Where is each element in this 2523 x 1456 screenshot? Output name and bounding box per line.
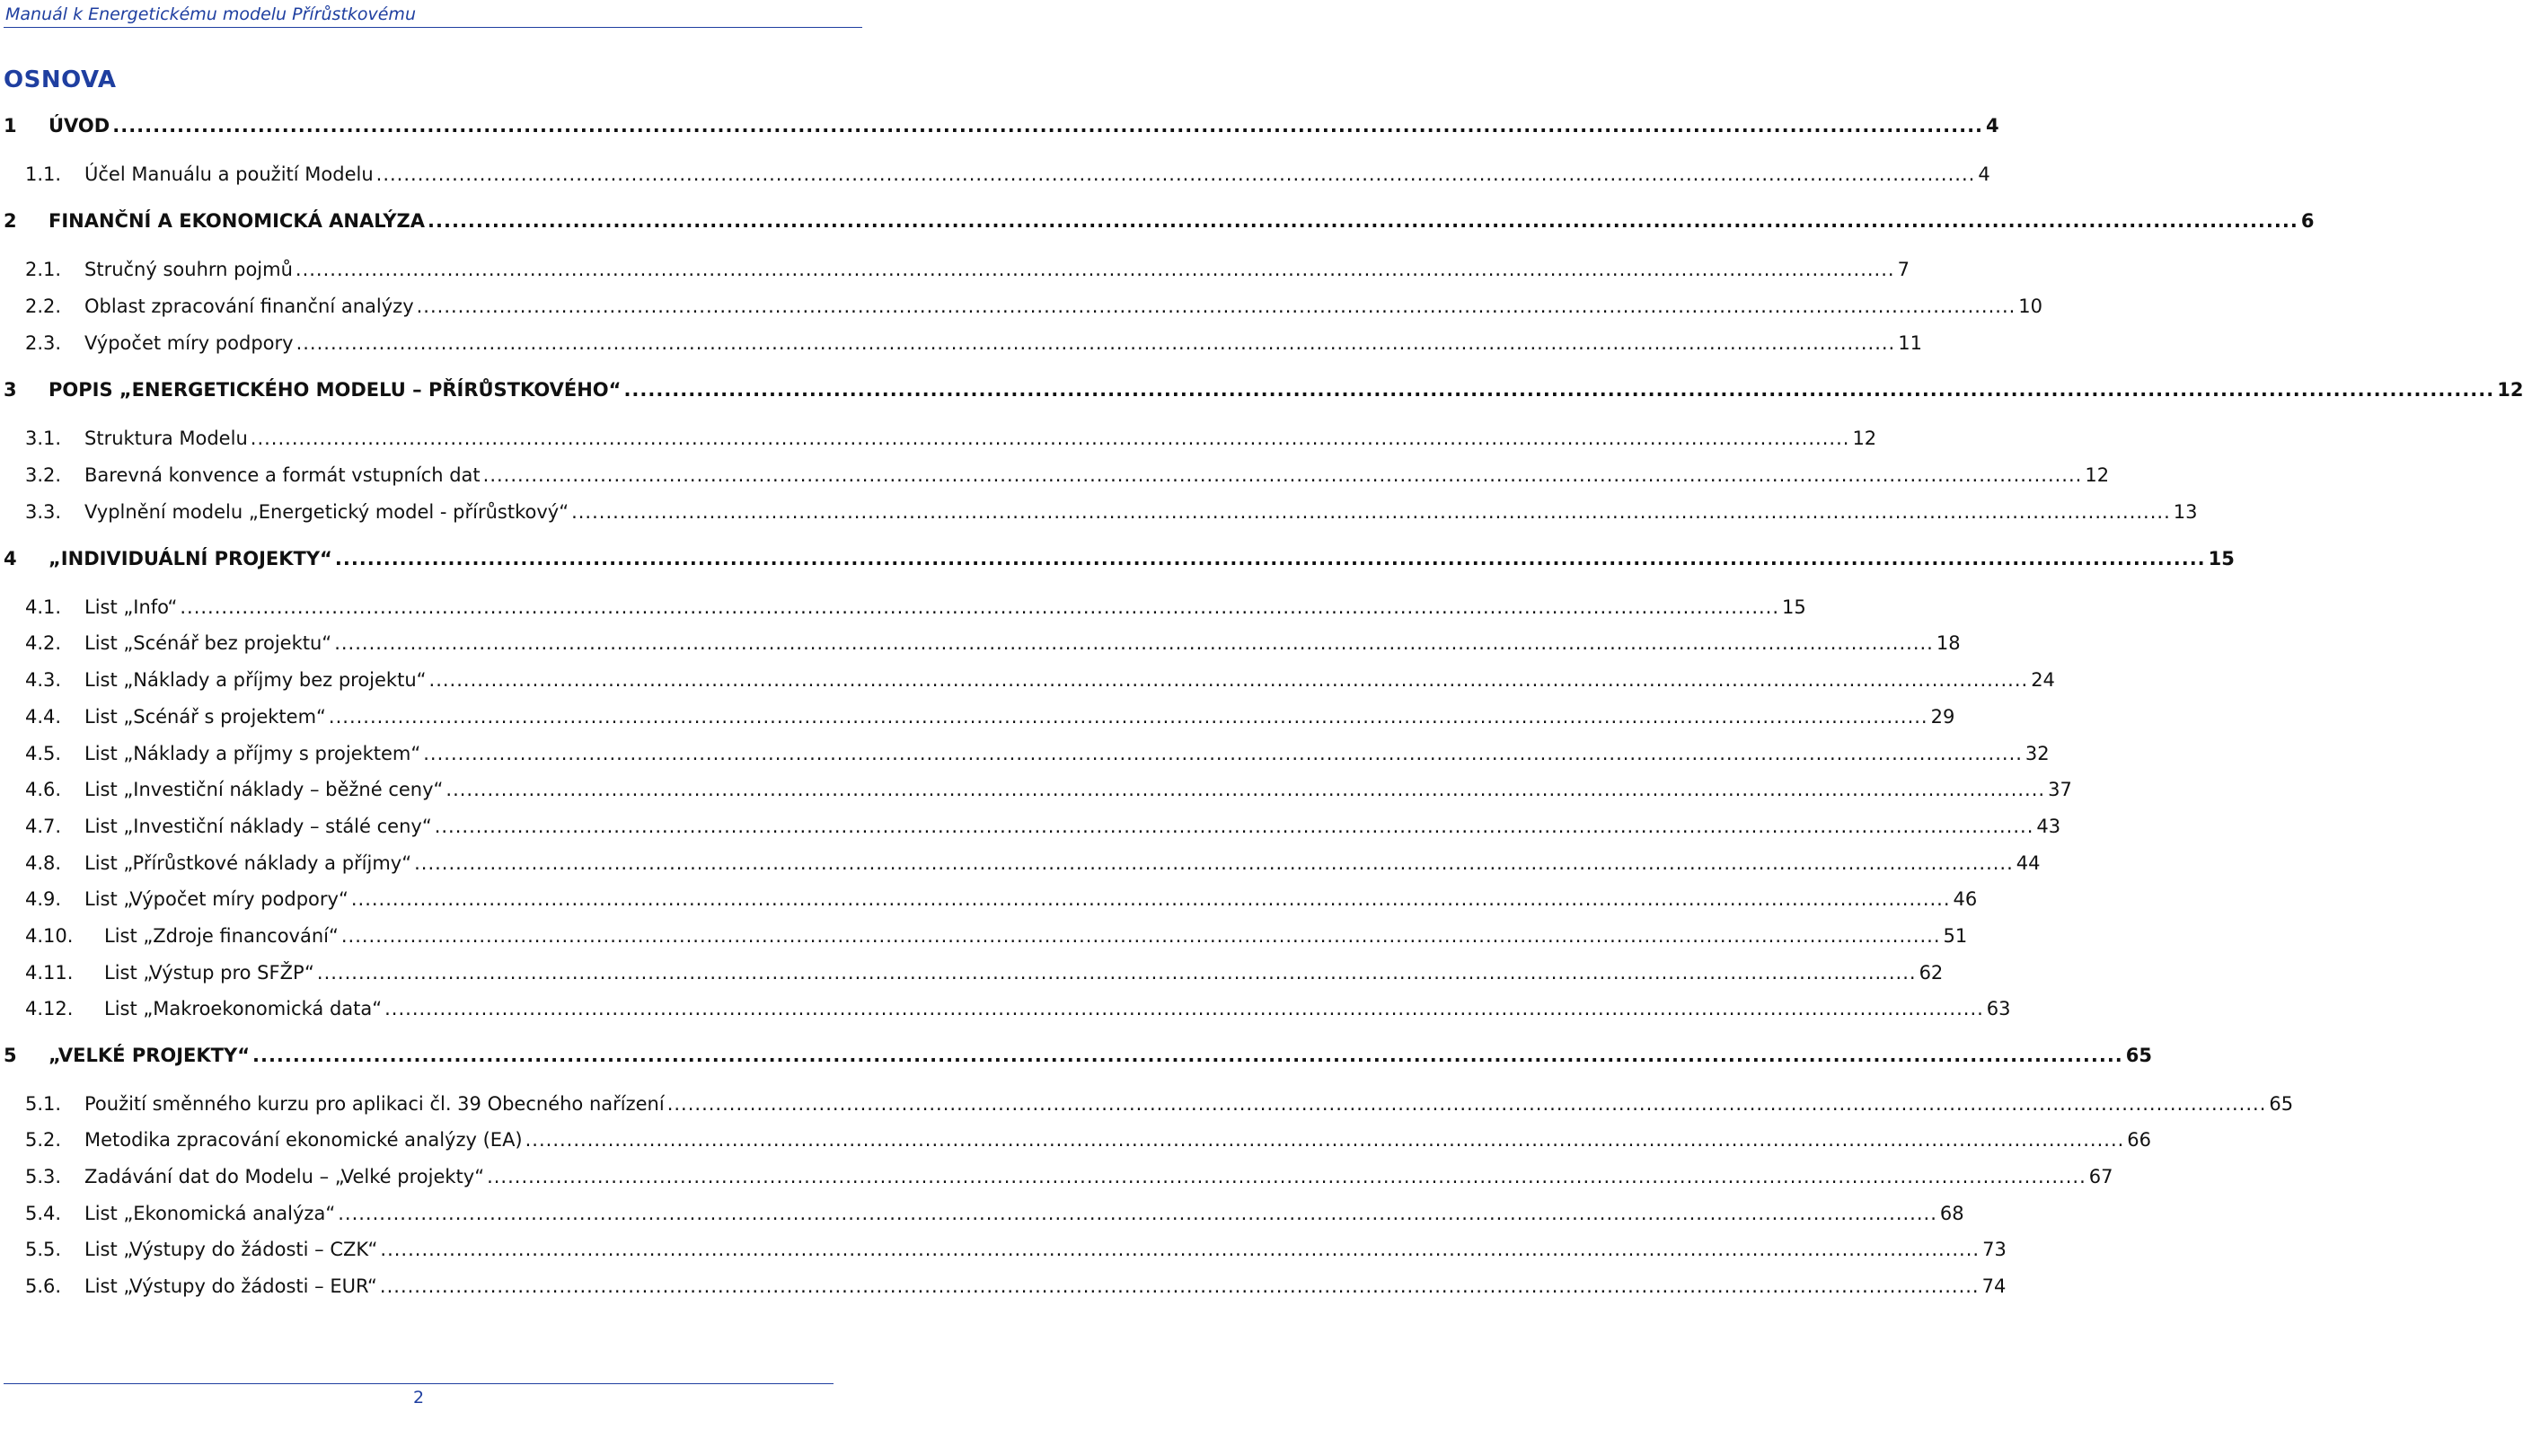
toc-page: 4 bbox=[1978, 163, 1990, 185]
toc-title: List „Výstup pro SFŽP“ bbox=[104, 962, 314, 984]
toc-page: 11 bbox=[1898, 332, 1922, 354]
toc-entry-5-1[interactable] bbox=[25, 1093, 2294, 1120]
toc-title: Výpočet míry podpory bbox=[84, 332, 294, 354]
toc-leader-dots bbox=[334, 632, 1934, 654]
toc-leader-dots bbox=[380, 1275, 1980, 1297]
toc-title: Struktura Modelu bbox=[84, 428, 248, 449]
toc-entry-4-5[interactable] bbox=[25, 743, 2050, 770]
toc-entry-3-1[interactable] bbox=[25, 428, 1877, 454]
toc-leader-dots bbox=[296, 332, 1896, 354]
toc-entry-chapter-1[interactable] bbox=[4, 115, 1999, 142]
toc-number: 5 bbox=[4, 1045, 17, 1066]
toc-title: List „Náklady a příjmy bez projektu“ bbox=[84, 669, 427, 691]
toc-leader-dots bbox=[335, 548, 2206, 569]
toc-title: Oblast zpracování finanční analýzy bbox=[84, 296, 414, 317]
toc-page: 15 bbox=[1782, 596, 1806, 618]
document-title: Manuál k Energetickému modelu Přírůstkovému bbox=[5, 4, 416, 24]
toc-leader-dots bbox=[252, 1045, 2123, 1066]
toc-page: 67 bbox=[2088, 1166, 2113, 1187]
toc-title: Barevná konvence a formát vstupních dat bbox=[84, 464, 481, 486]
toc-leader-dots bbox=[376, 163, 1976, 185]
page-header bbox=[4, 2, 862, 28]
toc-entry-2-3[interactable] bbox=[25, 332, 1922, 359]
toc-leader-dots bbox=[571, 501, 2171, 523]
toc-page: 46 bbox=[1953, 888, 1978, 910]
toc-title: List „Info“ bbox=[84, 596, 178, 618]
toc-heading: OSNOVA bbox=[4, 66, 117, 93]
toc-entry-5-3[interactable] bbox=[25, 1166, 2113, 1193]
toc-page: 12 bbox=[2085, 464, 2110, 486]
toc-entry-5-6[interactable] bbox=[25, 1275, 2007, 1302]
toc-entry-4-1[interactable] bbox=[25, 596, 1806, 623]
toc-number: 3.2. bbox=[25, 464, 62, 486]
toc-page: 68 bbox=[1939, 1203, 1964, 1224]
toc-entry-1-1[interactable] bbox=[25, 163, 1990, 190]
toc-title: List „Přírůstkové náklady a příjmy“ bbox=[84, 852, 412, 874]
toc-entry-4-12[interactable] bbox=[25, 998, 2011, 1025]
toc-leader-dots bbox=[414, 852, 2014, 874]
toc-title: Účel Manuálu a použití Modelu bbox=[84, 163, 374, 185]
toc-title: List „Zdroje financování“ bbox=[104, 925, 339, 947]
toc-title: POPIS „ENERGETICKÉHO MODELU – PŘÍRŮSTKOVÉHO“ bbox=[49, 379, 622, 401]
toc-entry-5-5[interactable] bbox=[25, 1239, 2007, 1266]
toc-number: 5.1. bbox=[25, 1093, 62, 1115]
toc-number: 4.10. bbox=[25, 925, 74, 947]
toc-title: „VELKÉ PROJEKTY“ bbox=[49, 1045, 250, 1066]
toc-leader-dots bbox=[423, 743, 2023, 764]
toc-page: 12 bbox=[2497, 379, 2523, 401]
toc-page: 62 bbox=[1919, 962, 1944, 984]
toc-leader-dots bbox=[429, 669, 2029, 691]
toc-number: 4.2. bbox=[25, 632, 62, 654]
toc-page: 74 bbox=[1981, 1275, 2007, 1297]
toc-leader-dots bbox=[380, 1239, 1980, 1260]
toc-title: Metodika zpracování ekonomické analýzy (EA) bbox=[84, 1129, 523, 1151]
toc-number: 2 bbox=[4, 210, 17, 232]
toc-title: List „Investiční náklady – běžné ceny“ bbox=[84, 779, 444, 800]
toc-number: 4.12. bbox=[25, 998, 74, 1019]
toc-number: 3 bbox=[4, 379, 17, 401]
toc-page: 66 bbox=[2127, 1129, 2152, 1151]
toc-leader-dots bbox=[251, 428, 1850, 449]
toc-entry-4-10[interactable] bbox=[25, 925, 1968, 952]
toc-number: 4.9. bbox=[25, 888, 62, 910]
toc-leader-dots bbox=[428, 210, 2298, 232]
toc-page: 6 bbox=[2300, 210, 2315, 232]
toc-title: ÚVOD bbox=[49, 115, 110, 137]
toc-entry-4-11[interactable] bbox=[25, 962, 1944, 989]
toc-page: 18 bbox=[1936, 632, 1961, 654]
toc-number: 2.1. bbox=[25, 259, 62, 280]
toc-title: Stručný souhrn pojmů bbox=[84, 259, 293, 280]
toc-title: List „Náklady a příjmy s projektem“ bbox=[84, 743, 421, 764]
toc-entry-5-4[interactable] bbox=[25, 1203, 1964, 1230]
toc-page: 10 bbox=[2018, 296, 2043, 317]
toc-number: 3.3. bbox=[25, 501, 62, 523]
toc-leader-dots bbox=[623, 379, 2494, 401]
toc-title: List „Scénář bez projektu“ bbox=[84, 632, 332, 654]
toc-entry-2-2[interactable] bbox=[25, 296, 2043, 322]
toc-entry-chapter-5[interactable] bbox=[4, 1045, 2153, 1072]
toc-leader-dots bbox=[112, 115, 1983, 137]
toc-number: 2.2. bbox=[25, 296, 62, 317]
toc-page: 65 bbox=[2125, 1045, 2153, 1066]
toc-title: List „Investiční náklady – stálé ceny“ bbox=[84, 816, 432, 837]
toc-page: 32 bbox=[2025, 743, 2050, 764]
toc-entry-3-3[interactable] bbox=[25, 501, 2198, 528]
toc-entry-4-4[interactable] bbox=[25, 706, 1955, 733]
toc-title: List „Výpočet míry podpory“ bbox=[84, 888, 348, 910]
toc-page: 43 bbox=[2036, 816, 2061, 837]
toc-number: 4.4. bbox=[25, 706, 62, 728]
toc-number: 4.11. bbox=[25, 962, 74, 984]
toc-page: 37 bbox=[2048, 779, 2072, 800]
toc-leader-dots bbox=[296, 259, 1895, 280]
toc-title: List „Ekonomická analýza“ bbox=[84, 1203, 336, 1224]
toc-leader-dots bbox=[445, 779, 2045, 800]
toc-leader-dots bbox=[329, 706, 1928, 728]
toc-title: List „Výstupy do žádosti – CZK“ bbox=[84, 1239, 378, 1260]
toc-title: Použití směnného kurzu pro aplikaci čl. 39 Obecného nařízení bbox=[84, 1093, 665, 1115]
toc-entry-4-3[interactable] bbox=[25, 669, 2055, 696]
toc-page: 65 bbox=[2269, 1093, 2294, 1115]
toc-leader-dots bbox=[351, 888, 1951, 910]
toc-leader-dots bbox=[384, 998, 1984, 1019]
toc-entry-4-2[interactable] bbox=[25, 632, 1961, 659]
toc-number: 1.1. bbox=[25, 163, 62, 185]
toc-page: 13 bbox=[2173, 501, 2198, 523]
page-number: 2 bbox=[412, 1388, 425, 1407]
toc-number: 5.3. bbox=[25, 1166, 62, 1187]
toc-title: List „Scénář s projektem“ bbox=[84, 706, 326, 728]
toc-number: 2.3. bbox=[25, 332, 62, 354]
toc-title: List „Výstupy do žádosti – EUR“ bbox=[84, 1275, 377, 1297]
toc-page: 7 bbox=[1897, 259, 1910, 280]
toc-number: 1 bbox=[4, 115, 17, 137]
toc-leader-dots bbox=[338, 1203, 1937, 1224]
toc-leader-dots bbox=[341, 925, 1941, 947]
toc-number: 5.5. bbox=[25, 1239, 62, 1260]
toc-leader-dots bbox=[667, 1093, 2267, 1115]
toc-number: 4.7. bbox=[25, 816, 62, 837]
toc-number: 5.2. bbox=[25, 1129, 62, 1151]
toc-entry-4-7[interactable] bbox=[25, 816, 2061, 843]
toc-page: 44 bbox=[2016, 852, 2041, 874]
toc-title: Vyplnění modelu „Energetický model - přírůstkový“ bbox=[84, 501, 569, 523]
toc-entry-2-1[interactable] bbox=[25, 259, 1910, 286]
toc-leader-dots bbox=[487, 1166, 2086, 1187]
toc-entry-chapter-4[interactable] bbox=[4, 548, 2235, 575]
toc-number: 4.8. bbox=[25, 852, 62, 874]
toc-number: 4 bbox=[4, 548, 17, 569]
toc-number: 5.4. bbox=[25, 1203, 62, 1224]
page-footer bbox=[4, 1383, 834, 1407]
toc-leader-dots bbox=[180, 596, 1779, 618]
toc-page: 29 bbox=[1930, 706, 1955, 728]
toc-entry-5-2[interactable] bbox=[25, 1129, 2152, 1156]
toc-entry-3-2[interactable] bbox=[25, 464, 2110, 491]
toc-page: 4 bbox=[1986, 115, 1999, 137]
toc-number: 5.6. bbox=[25, 1275, 62, 1297]
toc-page: 24 bbox=[2031, 669, 2055, 691]
toc-number: 4.5. bbox=[25, 743, 62, 764]
toc-page: 63 bbox=[1986, 998, 2011, 1019]
toc-page: 73 bbox=[1982, 1239, 2007, 1260]
toc-leader-dots bbox=[525, 1129, 2125, 1151]
toc-title: Zadávání dat do Modelu – „Velké projekty“ bbox=[84, 1166, 485, 1187]
toc-title: List „Makroekonomická data“ bbox=[104, 998, 383, 1019]
toc-number: 4.1. bbox=[25, 596, 62, 618]
toc-number: 4.3. bbox=[25, 669, 62, 691]
toc-entry-chapter-3[interactable] bbox=[4, 379, 2523, 406]
toc-title: FINANČNÍ A EKONOMICKÁ ANALÝZA bbox=[49, 210, 426, 232]
toc-leader-dots bbox=[435, 816, 2034, 837]
toc-entry-4-8[interactable] bbox=[25, 852, 2041, 879]
toc-page: 12 bbox=[1852, 428, 1877, 449]
toc-number: 3.1. bbox=[25, 428, 62, 449]
toc-entry-4-6[interactable] bbox=[25, 779, 2072, 806]
toc-title: „INDIVIDUÁLNÍ PROJEKTY“ bbox=[49, 548, 332, 569]
toc-page: 15 bbox=[2208, 548, 2235, 569]
toc-leader-dots bbox=[417, 296, 2016, 317]
toc-leader-dots bbox=[483, 464, 2083, 486]
toc-entry-chapter-2[interactable] bbox=[4, 210, 2315, 237]
toc-page: 51 bbox=[1943, 925, 1968, 947]
toc-number: 4.6. bbox=[25, 779, 62, 800]
toc-leader-dots bbox=[317, 962, 1917, 984]
toc-entry-4-9[interactable] bbox=[25, 888, 1978, 915]
